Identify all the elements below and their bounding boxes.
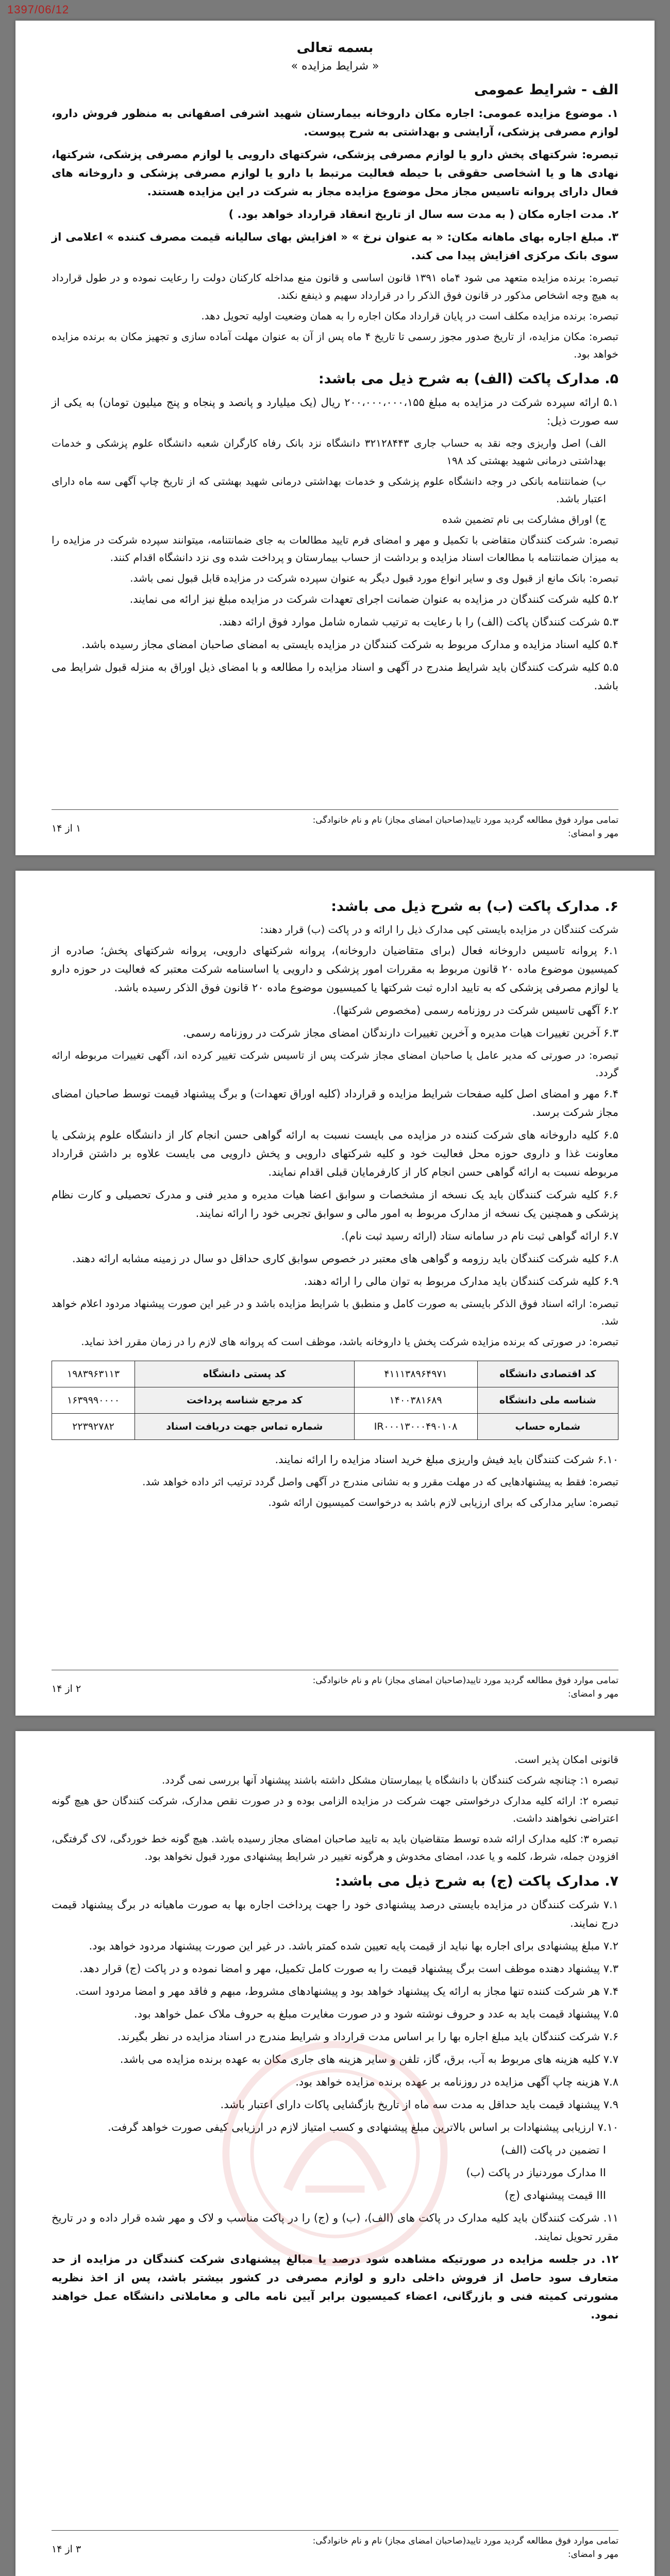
clause: ۳. مبلغ اجاره بهای ماهانه مکان: « به عنوان نرخ » « افزایش بهای سالیانه قیمت مصرف کننده » اعلامی از سوی بانک مرکزی افزایش پیدا می کند. [52,231,618,262]
page-footer [52,1670,618,1702]
note: تبصره ۱: چنانچه شرکت کنندگان با دانشگاه یا بیمارستان مشکل داشته باشند پیشنهاد آنها بررسی نمی گردد. [161,1774,618,1786]
clause: ۶.۷ ارائه گواهی ثبت نام در سامانه ستاد (ارائه رسید ثبت نام). [341,1230,618,1242]
note: ب) ضمانتنامه بانکی در وجه دانشگاه علوم پزشکی و خدمات بهداشتی درمانی شهید بهشتی که از تاریخ چاپ آگهی سه ماه دارای اعتبار باشد. [52,475,606,505]
clause: ۶.۹ کلیه شرکت کنندگان باید مدارک مربوط به توان مالی را ارائه دهند. [304,1275,618,1287]
table-cell: IR۰۰۰۱۳۰۰۰۴۹۰۱۰۸ [354,1414,477,1440]
clause: ۷.۱ شرکت کنندگان در مزایده بایستی درصد پیشنهادی خود را جهت پرداخت اجاره بها به صورت ماهیانه در برگ پیشنهاد قیمت درج نمایند. [52,1899,618,1929]
document-page-2 [15,871,655,1716]
signature-line: تمامی موارد فوق مطالعه گردید مورد تایید(صاحبان امضای مجاز) نام و نام خانوادگی: [312,1675,618,1686]
table-cell: ۲۲۳۹۲۷۸۲ [52,1414,135,1440]
page-heading: بسمه تعالی [296,40,374,56]
table-row [52,1361,618,1387]
table-cell: کد پستی دانشگاه [135,1361,354,1387]
clause: ۶.۲ آگهی تاسیس شرکت در روزنامه رسمی (مخصوص شرکتها). [332,1004,618,1016]
note: تبصره: سایر مدارکی که برای ارزیابی لازم باشد به درخواست کمیسیون ارائه شود. [268,1496,618,1509]
document-page-3 [15,1731,655,2576]
note: تبصره: ارائه اسناد فوق الذکر بایستی به صورت کامل و منطبق با شرایط مزایده باشد و در غیر این صورت پیشنهاد مردود اعلام خواهد شد. [52,1297,618,1327]
list-item: I تضمین در پاکت (الف) [500,2144,606,2156]
note: تبصره: در صورتی که برنده مزایده شرکت پخش یا داروخانه باشد، موظف است که پروانه های لازم را در زمان مقرر اخذ نماید. [81,1335,618,1348]
envelope-list [52,2141,618,2205]
document-page-1 [15,21,655,855]
page-footer [52,2530,618,2563]
clause: ۷.۹ پیشنهاد قیمت باید حداقل به مدت سه ماه از تاریخ بازگشایی پاکات دارای اعتبار باشد. [220,2098,618,2111]
signature-block [313,2536,618,2563]
note: الف) اصل واریزی وجه نقد به حساب جاری ۳۲۱۲۸۴۴۳ دانشگاه نزد بانک رفاه کارگران شعبه دانشگاه علوم پزشکی و خدمات بهداشتی درمانی شهید بهشتی کد ۱۹۸ [52,437,606,467]
table-cell: شماره حساب [477,1414,618,1440]
section-b-list [52,393,618,695]
table-cell: کد اقتصادی دانشگاه [477,1361,618,1387]
table-cell: شماره تماس جهت دریافت اسناد [135,1414,354,1440]
signature-line: تمامی موارد فوق مطالعه گردید مورد تایید(صاحبان امضای مجاز) نام و نام خانوادگی: [312,2536,618,2546]
clause: ۱. موضوع مزایده عمومی: اجاره مکان داروخانه بیمارستان شهید اشرفی اصفهانی به منظور فروش دارو، لوازم مصرفی پزشکی، آرایشی و بهداشتی به شرح پیوست. [52,107,618,138]
list-item: III قیمت پیشنهادی (ج) [505,2189,606,2201]
list-item: II مدارک موردنیاز در پاکت (ب) [466,2166,606,2179]
clause: ۵.۵ کلیه شرکت کنندگان باید شرایط مندرج در آگهی و اسناد مزایده را مطالعه و با امضای ذیل اوراق به منزله قبول شرایط می باشد. [52,661,618,692]
clause: ۶.۱ پروانه تاسیس داروخانه فعال (برای متقاضیان داروخانه)، پروانه شرکتهای دارویی، پروانه شرکتهای پخش؛ صادره از کمیسیون موضوع ماده ۲۰ قانون مربوط به مقررات امور پزشکی و دارویی یا اساسنامه شرکت معتبر که فعالیت در حوزه دارو یا لوازم مصرفی پزشکی که به تایید اداره ثبت شرکتها یا کمیسیون موضوع ماده ۲۰ قانون فوق الذکر رسیده باشد. [52,944,618,994]
clause: ۷.۵ پیشنهاد قیمت باید به عدد و حروف نوشته شود و در صورت مغایرت مبلغ به حروف ملاک عمل خواهد بود. [133,2008,618,2020]
clause: ۵.۴ کلیه اسناد مزایده و مدارک مربوط به شرکت کنندگان در مزایده بایستی به امضای صاحبان امضای مجاز رسیده باشد. [81,638,618,651]
note: تبصره: شرکت کنندگان متقاضی با تکمیل و مهر و امضای فرم تایید مطالعات به جای ضمانتنامه، میتوانند سپرده شرکت در مزایده را به میزان ضمانتنامه با مطالعات اسناد مزایده و برداشت از حساب بیمارستان و پرداخت شده وی نزد دانشگاه اقدام کنند. [52,534,618,564]
note: تبصره ۳: کلیه مدارک ارائه شده توسط متقاضیان باید به تایید صاحبان امضای مجاز رسیده باشد. هیچ گونه خط خوردگی، لاک گرفتگی، افزودن جمله، شرط، کلمه و یا عدد، امضای مخدوش و هرگونه تغییر در شرایط پیشنهادی مورد قبول نخواهد بود. [52,1833,618,1862]
note: تبصره: بانک مانع از قبول وی و سایر انواع مورد قبول دیگر به عنوان سپرده شرکت در مزایده قابل قبول نمی باشد. [130,572,618,584]
page-number: ۲ از ۱۴ [52,1683,81,1694]
document-id: 1397/06/12 [7,3,70,16]
clause: ۱۲. در جلسه مزایده در صورتیکه مشاهده شود درصد یا مبالغ پیشنهادی شرکت کنندگان در مزایده از حد متعارف سود حاصل از فروش داخلی دارو و لوازم مصرفی در کشور بیشتر باشد، پس از اخذ نظریه مشورتی کمیته فنی و بازرگانی، اعضاء کمیسیون برابر آیین نامه مالی و معاملاتی دانشگاه عمل خواهند نمود. [52,2253,618,2321]
table-cell: ۱۹۸۳۹۶۳۱۱۳ [52,1361,135,1387]
clause: ۱۱. شرکت کنندگان باید کلیه مدارک در پاکت های (الف)، (ب) و (ج) را در پاکت مناسب و لاک و مهر شده قرار داده و در تاریخ مقرر تحویل نمایند. [52,2212,618,2243]
clause: ۷.۸ هزینه چاپ آگهی مزایده در روزنامه بر عهده برنده مزایده خواهد بود. [295,2076,618,2088]
clause: ۷.۲ مبلغ پیشنهادی برای اجاره بها نباید از قیمت پایه تعیین شده کمتر باشد. در غیر این صورت پیشنهاد مردود خواهد بود. [89,1940,618,1952]
clause: ۷.۳ پیشنهاد دهنده موظف است برگ پیشنهاد قیمت را به صورت کامل تکمیل، مهر و امضا نموده و در پاکت (ج) قرار دهد. [79,1962,618,1975]
table-row [52,1387,618,1414]
clause: ۶.۸ کلیه شرکت کنندگان باید رزومه و گواهی های معتبر در خصوص سوابق کاری حداقل دو سال در زمینه مشابه ارائه دهند. [72,1252,618,1265]
section-title: ۵. مدارک پاکت (الف) به شرح ذیل می باشد: [318,371,618,387]
clause: ۵.۳ شرکت کنندگان پاکت (الف) را با رعایت به ترتیب شماره شامل موارد فوق ارائه دهند. [219,616,618,628]
note: تبصره: برنده مزایده متعهد می شود ۴ماه ۱۳۹۱ قانون اساسی و قانون منع مداخله کارکنان دولت را رعایت نموده و در طول قرارداد به هیچ وجه اشخاص مذکور در قانون فوق الذکر را در قرارداد سهیم و ذینفع نکند. [52,272,619,301]
clause: ۶.۶ کلیه شرکت کنندگان باید یک نسخه از مشخصات و سوابق اعضا هیات مدیره و مدیر فنی و مدرک تحصیلی و کارت نظام پزشکی و همچنین یک نسخه از مدارک مربوط به امور مالی و سوابق تجربی خود را ارائه نمایند. [52,1189,618,1219]
section-6-list [52,941,618,1350]
stamp-line: مهر و امضای: [567,2549,618,2560]
section-title: الف - شرایط عمومی [474,82,618,98]
page-number: ۳ از ۱۴ [52,2544,81,2555]
clause: ۶.۴ مهر و امضای اصل کلیه صفحات شرایط مزایده و قرارداد (کلیه اوراق تعهدات) و برگ پیشنهاد قیمت توسط صاحبان امضای مجاز شرکت برسد. [52,1088,618,1118]
note: تبصره: فقط به پیشنهادهایی که در مهلت مقرر و به نشانی مندرج در آگهی واصل گردد ترتیب اثر داده خواهد شد. [142,1476,618,1488]
table-row [52,1414,618,1440]
signature-line: تمامی موارد فوق مطالعه گردید مورد تایید(صاحبان امضای مجاز) نام و نام خانوادگی: [312,815,618,825]
clause: ۶.۱۰ شرکت کنندگان باید فیش واریزی مبلغ خرید اسناد مزایده را ارائه نمایند. [275,1453,618,1466]
clause: ۲. مدت اجاره مکان ( به مدت سه سال از تاریخ انعقاد قرارداد خواهد بود. ) [228,208,618,221]
table-cell: ۱۴۰۰۳۸۱۶۸۹ [354,1387,477,1414]
page-footer [52,809,618,842]
note: ج) اوراق مشارکت بی نام تضمین شده [442,513,606,526]
note: تبصره: برنده مزایده مکلف است در پایان قرارداد مکان اجاره را به همان وضعیت اولیه تحویل دهد. [201,310,618,322]
section-title: ۷. مدارک پاکت (ج) به شرح ذیل می باشد: [334,1873,618,1889]
note: تبصره: مکان مزایده، از تاریخ صدور مجوز رسمی تا تاریخ ۴ ماه پس از آن به عنوان مهلت آماده سازی و تجهیز مکان به برنده مزایده خواهد بود. [52,330,618,360]
table-cell: شناسه ملی دانشگاه [477,1387,618,1414]
clause: ۷.۴ هر شرکت کننده تنها مجاز به ارائه یک پیشنهاد خواهد بود و پیشنهادهای مشروط، مبهم و فاقد مهر و امضا مردود است. [75,1985,618,1997]
signature-block [313,1675,618,1702]
page-number: ۱ از ۱۴ [52,823,81,834]
table-cell: ۱۶۳۹۹۹۰۰۰۰ [52,1387,135,1414]
note: قانونی امکان پذیر است. [514,1753,618,1766]
table-cell: ۴۱۱۱۳۸۹۶۴۹۷۱ [354,1361,477,1387]
clause: تبصره: شرکتهای پخش دارو یا لوازم مصرفی پزشکی، شرکتهای دارویی یا لوازم مصرفی پزشکی، شرکتها، نهادی ها و یا اشخاصی حقوقی با حیطه فعالیت مرتبط با دارو یا لوازم مصرفی پزشکی و داروخانه های فعال دارای پروانه تاسیس مجاز محل موضوع مزایده مجاز به شرکت در این مزایده هستند. [52,148,618,198]
page-subheading: « شرایط مزایده » [291,60,379,73]
clause: ۵.۲ کلیه شرکت کنندگان در مزایده به عنوان ضمانت اجرای تعهدات شرکت در مزایده مبلغ نیز ارائه می نمایند. [129,593,618,605]
bank-info-table [52,1361,618,1440]
section-intro: شرکت کنندگان در مزایده بایستی کپی مدارک ذیل را ارائه و در پاکت (ب) قرار دهند: [260,923,618,936]
note: تبصره ۲: ارائه کلیه مدارک درخواستی جهت شرکت در مزایده الزامی بوده و در صورت نقص مدارک، شرکت کنندگان حق هیچ گونه اعتراضی نخواهند داشت. [52,1794,618,1824]
signature-block [313,815,618,842]
clause: ۶.۵ کلیه داروخانه های شرکت کننده در مزایده می بایست نسبت به ارائه گواهی حسن انجام کار از دانشگاه علوم پزشکی یا معاونت غذا و داروی حوزه محل فعالیت خود و کلیه شرکتهای دارویی و پخش دارویی می بایست علاوه بر داشتن قرارداد مربوطه نسبت به ارائه گواهی حسن انجام کار از کارفرمایان قبلی اقدام نمایند. [52,1129,618,1178]
note: تبصره: در صورتی که مدیر عامل یا صاحبان امضای مجاز شرکت پس از تاسیس شرکت تغییر کرده اند، آگهی تغییرات مربوطه ارائه گردد. [52,1049,618,1079]
clause: ۶.۳ آخرین تغییرات هیات مدیره و آخرین تغییرات دارندگان امضای مجاز شرکت در روزنامه رسمی. [182,1027,618,1039]
section-a-list [52,104,618,363]
section-7-list [52,1895,618,2137]
table-cell: کد مرجع شناسه پرداخت [135,1387,354,1414]
clause: ۵.۱ ارائه سپرده شرکت در مزایده به مبلغ ۲۰۰،۰۰۰،۰۰۰،۱۵۵ ریال (یک میلیارد و پانصد و پنجاه و پنج میلیون تومان) به یکی از سه صورت ذیل: [52,396,618,427]
stamp-line: مهر و امضای: [567,1689,618,1699]
section-title: ۶. مدارک پاکت (ب) به شرح ذیل می باشد: [331,899,618,914]
continuation-block [52,1751,618,1865]
clause: ۷.۱۰ ارزیابی پیشنهادات بر اساس بالاترین مبلغ پیشنهادی و کسب امتیاز لازم در ارزیابی کیفی صورت خواهد گرفت. [107,2121,618,2133]
clause: ۷.۶ شرکت کنندگان باید مبلغ اجاره بها را بر اساس مدت قرارداد و شرایط مندرج در اسناد مزایده در نظر بگیرند. [117,2030,618,2043]
stamp-line: مهر و امضای: [567,828,618,839]
clause: ۷.۷ کلیه هزینه های مربوط به آب، برق، گاز، تلفن و سایر هزینه های جاری مکان به عهده برنده مزایده می باشد. [120,2053,618,2065]
